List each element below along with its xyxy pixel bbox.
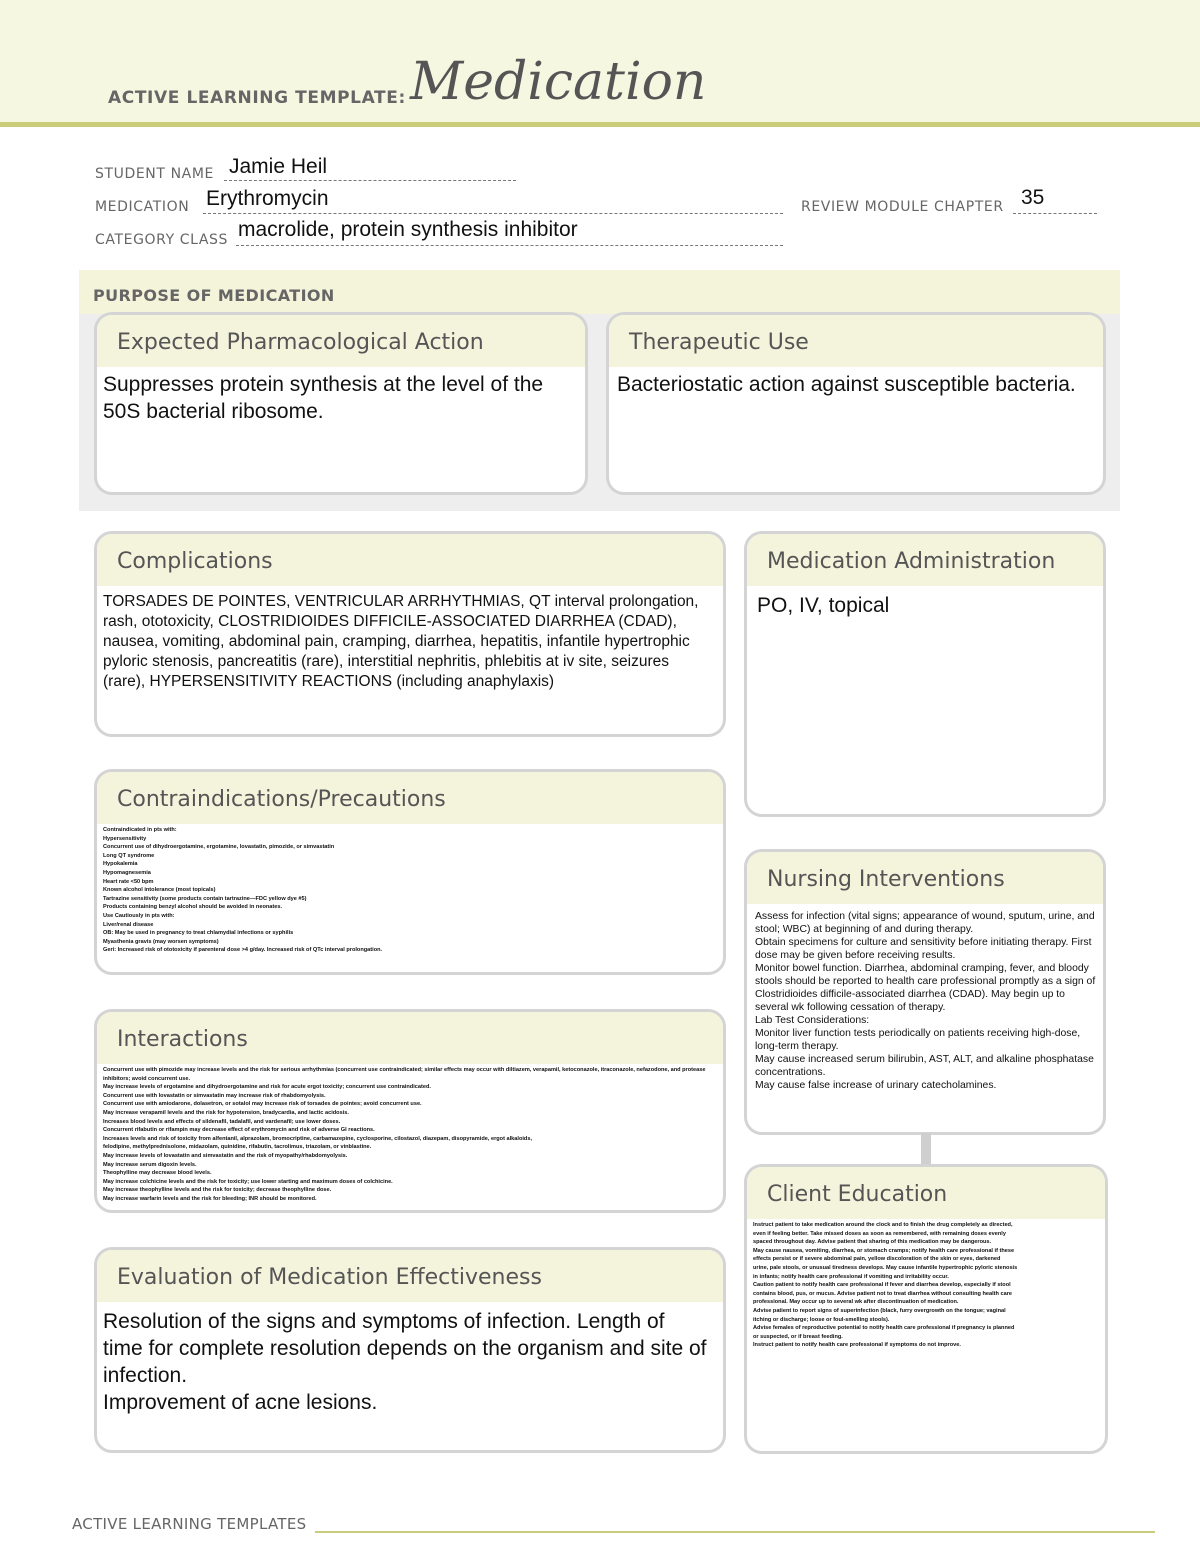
medication-administration-card (744, 531, 1106, 817)
complications-title: Complications (97, 534, 723, 586)
contraindications-card (94, 769, 726, 975)
review-module-label: REVIEW MODULE CHAPTER (801, 199, 1004, 215)
expected-action-text[interactable]: Suppresses protein synthesis at the level of the 50S bacterial ribosome. (103, 373, 544, 423)
interactions-title: Interactions (97, 1012, 723, 1064)
medication-label: MEDICATION (95, 199, 190, 215)
category-class-line (236, 245, 783, 246)
evaluation-card (94, 1247, 726, 1453)
interactions-card (94, 1009, 726, 1213)
medication-field[interactable]: Erythromycin (206, 187, 329, 210)
header-divider (0, 122, 1200, 127)
therapeutic-use-title: Therapeutic Use (609, 315, 1103, 367)
purpose-label: PURPOSE OF MEDICATION (93, 286, 335, 305)
student-name-label: STUDENT NAME (95, 166, 214, 182)
therapeutic-use-card (606, 312, 1106, 495)
student-name-field[interactable]: Jamie Heil (229, 155, 328, 178)
nursing-interventions-text[interactable]: Assess for infection (vital signs; appearance of wound, sputum, urine, and stool; WBC) at beginning of and during therapy. Obtain specimens for culture and sensitivity before initiating therapy. First dose may be given before receiving results. Monitor bowel function. Diarrhea, abdominal cramping, fever, and bloody stools should be reported to health care professional promptly as a sign of Clostridioides difficile-associated diarrhea (CDAD). May begin up to several wk following cessation of therapy. Lab Test Considerations: Monitor liver function tests periodically on patients receiving high-dose, long-term therapy. May cause increased serum bilirubin, AST, ALT, and alkaline phosphatase concentrations. May cause false increase of urinary catecholamines. (755, 911, 1096, 1091)
evaluation-title: Evaluation of Medication Effectiveness (97, 1250, 723, 1302)
footer-label: ACTIVE LEARNING TEMPLATES (72, 1515, 307, 1533)
card-connector (921, 1133, 931, 1166)
client-education-text[interactable]: Instruct patient to take medication around the clock and to finish the drug completely as directed, even if feeling better. Take missed doses as soon as remembered, with remaining doses evenly spaced throughout day. Advise patient that sharing of this medication may be dangerous. May cause nausea, vomiting, diarrhea, or stomach cramps; notify health care professional if these effects persist or if severe abdominal pain, yellow discoloration of the skin or eyes, darkened urine, pale stools, or unusual tiredness develops. May cause infantile hypertrophic pyloric stenosis in infants; notify health care professional if vomiting and irritability occur. Caution patient to notify health care professional if fever and diarrhea develop, especially if stool contains blood, pus, or mucus. Advise patient not to treat diarrhea without consulting health care professional. May occur up to several wk after discontinuation of medication. Advise patient to report signs of superinfection (black, furry overgrowth on the tongue; vaginal itching or discharge; loose or foul-smelling stools). Advise females of reproductive potential to notify health care professional if pregnancy is planned or suspected, or if breast feeding. Instruct patient to notify health care professional if symptoms do not improve. (753, 1222, 1018, 1349)
template-label: ACTIVE LEARNING TEMPLATE: (108, 88, 406, 108)
therapeutic-use-text[interactable]: Bacteriostatic action against susceptible bacteria. (617, 373, 1076, 396)
medication-line (203, 213, 783, 214)
page-title: Medication (410, 52, 707, 112)
category-class-label: CATEGORY CLASS (95, 232, 229, 248)
complications-card (94, 531, 726, 737)
client-education-card (744, 1164, 1108, 1454)
nursing-interventions-card (744, 849, 1106, 1135)
student-name-line (224, 180, 516, 181)
contraindications-text[interactable]: Contraindicated in pts with: Hypersensitivity Concurrent use of dihydroergotamine, ergotamine, lovastatin, pimozide, or simvastatin Long QT syndrome Hypokalemia Hypomagnesemia Heart rate <50 bpm Known alcohol intolerance (most topicals) Tartrazine sensitivity (some products contain tartrazine—FDC yellow dye #5) Products containing benzyl alcohol should be avoided in neonates. Use Cautiously in pts with: Liver/renal disease OB: May be used in pregnancy to treat chlamydial infections or syphilis Myasthenia gravis (may worsen symptoms) Geri: Increased risk of ototoxicity if parenteral dose >4 g/day. Increased risk of QTc interval prolongation. (103, 827, 383, 954)
nursing-interventions-title: Nursing Interventions (747, 852, 1103, 904)
review-module-line (1013, 213, 1097, 214)
expected-action-title: Expected Pharmacological Action (97, 315, 585, 367)
footer-divider (315, 1531, 1155, 1533)
interactions-text[interactable]: Concurrent use with pimozide may increase levels and the risk for serious arrhythmias (concurrent use contraindicated; similar effects may occur with diltiazem, verapamil, ketoconazole, itraconazole, nefazodone, and protease inhibitors; avoid concurrent use. May increase levels of ergotamine and dihydroergotamine and risk for acute ergot toxicity; concurrent use contraindicated. Concurrent use with lovastatin or simvastatin may increase risk of rhabdomyolysis. Concurrent use with amiodarone, dolasetron, or sotalol may increase risk of torsades de pointes; avoid concurrent use. May increase verapamil levels and the risk for hypotension, bradycardia, and lactic acidosis. Increases blood levels and effects of sildenafil, tadalafil, and vardenafil; use lower doses. Concurrent rifabutin or rifampin may decrease effect of erythromycin and risk of adverse GI reactions. Increases levels and risk of toxicity from alfentanil, alprazolam, bromocriptine, carbamazepine, cyclosporine, cilostazol, diazepam, disopyramide, ergot alkaloids, felodipine, methylprednisolone, midazolam, quinidine, rifabutin, tacrolimus, triazolam, or vinblastine. May increase levels of lovastatin and simvastatin and the risk of myopathy/rhabdomyolysis. May increase serum digoxin levels. Theophylline may decrease blood levels. May increase colchicine levels and the risk for toxicity; use lower starting and maximum doses of colchicine. May increase theophylline levels and the risk for toxicity; decrease theophylline dose. May increase warfarin levels and the risk for bleeding; INR should be monitored. (103, 1067, 706, 1202)
medication-administration-text[interactable]: PO, IV, topical (757, 594, 890, 617)
complications-text[interactable]: TORSADES DE POINTES, VENTRICULAR ARRHYTHMIAS, QT interval prolongation, rash, ototoxicity, CLOSTRIDIOIDES DIFFICILE-ASSOCIATED DIARRHEA (CDAD), nausea, vomiting, abdominal pain, cramping, diarrhea, hepatitis, infantile hypertrophic pyloric stenosis, pancreatitis (rare), interstitial nephritis, phlebitis at iv site, seizures (rare), HYPERSENSITIVITY REACTIONS (including anaphylaxis) (103, 593, 699, 690)
review-module-field[interactable]: 35 (1021, 186, 1045, 209)
contraindications-title: Contraindications/Precautions (97, 772, 723, 824)
category-class-field[interactable]: macrolide, protein synthesis inhibitor (238, 218, 578, 241)
medication-administration-title: Medication Administration (747, 534, 1103, 586)
expected-action-card (94, 312, 588, 495)
client-education-title: Client Education (747, 1167, 1105, 1219)
evaluation-text[interactable]: Resolution of the signs and symptoms of infection. Length of time for complete resolution depends on the organism and site of infection. Improvement of acne lesions. (103, 1310, 707, 1414)
